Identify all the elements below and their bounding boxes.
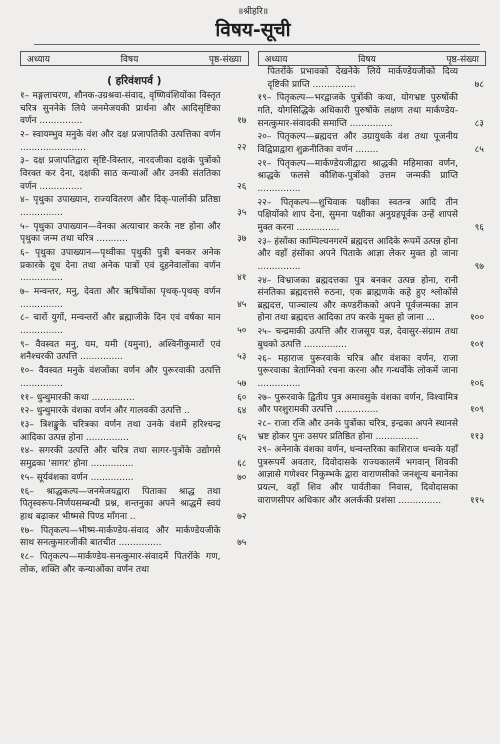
toc-entry-page: १०९	[469, 405, 484, 416]
toc-entry-page: ३५	[237, 207, 247, 218]
toc-entry-page: १०१	[469, 339, 484, 350]
toc-entry-page: २६	[237, 181, 247, 192]
column-header-left	[20, 51, 249, 66]
top-invocation: ॥श्रीहरि॥	[237, 7, 269, 17]
toc-entry	[258, 92, 487, 130]
toc-entry-text: २– स्वायम्भुव मनुके वंश और दक्ष प्रजापतिकी उत्पत्तिका वर्णन .......................	[20, 129, 221, 153]
toc-entry	[258, 444, 487, 507]
toc-entry-text: १५– सूर्यवंशका वर्णन ...............	[20, 472, 134, 483]
toc-entry-page: ६५	[237, 432, 247, 443]
toc-entry	[20, 392, 249, 405]
toc-entry-page: ११३	[469, 431, 484, 442]
toc-entry	[258, 131, 487, 156]
toc-entry-page: ६८	[237, 459, 247, 470]
toc-entry	[20, 90, 249, 128]
toc-entry-page: ५७	[237, 378, 247, 389]
toc-entry-text: २२– पितृकल्प—शुचिवाक पक्षीका स्वतन्त्र आदि तीन पक्षियोंको शाप देना, सुमना पक्षीका अनुग्रहपूर्वक उन्हें शापसे मुक्त करना ...............	[257, 197, 458, 233]
toc-entry	[20, 365, 249, 390]
toc-entry	[20, 419, 249, 444]
toc-entry-text: ३– दक्ष प्रजापतिद्वारा सृष्टि-विस्तार, नारदजीका दक्षके पुत्रोंको विरक्त कर देना, दक्षकी साठ कन्याओं और उनकी संततिका वर्णन ...............	[20, 156, 221, 192]
toc-entry-page: ९७	[474, 261, 484, 272]
toc-entry-text: १०– वैवस्वत मनुके वंशजोंका वर्णन और पुरूरवाकी उत्पत्ति ...............	[20, 366, 221, 389]
toc-entry-text: २८– राजा रजि और उनके पुत्रोंका चरित्र, इन्द्रका अपने स्थानसे भ्रष्ट होकर पुनः उसपर प्रतिष्ठित होना ...............	[257, 418, 458, 442]
toc-entry	[20, 155, 249, 193]
toc-entry-text: ९– वैवस्वत मनु, यम, यमी (यमुना), अश्विनीकुमारों एवं शनैश्चरकी उत्पत्ति ...............	[20, 339, 221, 363]
header-subject: विषय	[120, 55, 139, 65]
toc-entry	[20, 445, 249, 470]
toc-entry-page: ८५	[474, 144, 484, 155]
toc-entry	[20, 194, 249, 219]
toc-entry-text: १३– त्रिशङ्कुके चरित्रका वर्णन तथा उनके वंशमें हरिश्चन्द्र आदिका उत्पन्न होना ...............	[20, 420, 221, 443]
toc-entry	[258, 197, 487, 235]
left-entry-list	[20, 90, 249, 576]
toc-entry	[20, 472, 249, 485]
toc-entry-text: २५– चन्द्रमाकी उत्पत्ति और राजसूय यज्ञ, देवासुर-संग्राम तथा बुधको उत्पत्ति ...............	[257, 327, 458, 350]
toc-entry-text: १२– धुन्धुमारके वंशका वर्णन और गालवकी उत्पत्ति ..	[20, 406, 190, 417]
toc-entry	[20, 286, 249, 311]
toc-entry	[20, 247, 249, 285]
toc-entry-page: १००	[469, 313, 484, 324]
page-title: विषय-सूची	[215, 19, 291, 41]
toc-entry	[258, 326, 487, 351]
toc-entry-page: १७	[237, 116, 247, 127]
toc-entry	[258, 236, 487, 274]
toc-entry	[20, 129, 249, 154]
toc-columns	[20, 51, 486, 577]
toc-entry-page: ५३	[237, 352, 247, 363]
toc-entry	[20, 525, 249, 550]
right-column	[258, 51, 487, 577]
toc-entry-page: ५०	[237, 326, 247, 336]
toc-entry-page: ७२	[237, 511, 247, 522]
toc-entry-page: ४१	[237, 273, 247, 284]
toc-entry	[258, 353, 487, 391]
toc-entry	[258, 418, 487, 443]
header-chapter: अध्याय	[27, 55, 51, 65]
toc-entry-page: ६४	[237, 406, 247, 417]
toc-entry-text: १– मङ्गलाचरण, शौनक-उग्रश्रवा-संवाद, वृष्णिवंशियोंका विस्तृत चरित्र सुननेके लिये जनमेजयकी प्रार्थना और आदिसृष्टिका वर्णन ...............	[20, 91, 221, 127]
header-subject: विषय	[358, 55, 376, 65]
toc-entry-text: २७– पुरूरवाके द्वितीय पुत्र अमावसुके वंशका वर्णन, विश्वामित्र और परशुरामकी उत्पत्ति ...............	[257, 392, 458, 416]
toc-entry	[20, 312, 249, 337]
toc-entry-text: १७– पितृकल्प—भीष्म-मार्कण्डेय-संवाद और मार्कण्डेयजीके साथ सनत्कुमारजीकी बातचीत ...............	[20, 525, 221, 549]
header-chapter: अध्याय	[264, 55, 288, 65]
toc-entry-page: ३७	[237, 234, 247, 245]
toc-entry	[258, 158, 487, 196]
toc-entry	[20, 486, 249, 524]
toc-entry-text: २९– अनेनाके वंशका वर्णन, धन्वन्तरिका काशिराज धन्वके यहाँ पुत्ररूपमें अवतार, दिवोदासके राज्यकालमें भगवान् शिवकी आज्ञासे गणेश्वर निकुम्भके द्वारा वाराणसीको जनशून्य बनानेका प्रयत्न, वहाँ शिव और पार्वतीका निवास, दिवोदासका वाराणसीपर अधिकार और अलर्ककी प्रशंसा ...............	[257, 445, 458, 506]
toc-entry	[258, 275, 487, 325]
toc-entry-text: १९– पितृकल्प—भरद्वाजके पुत्रोंकी कथा, योगभ्रष्ट पुरुषोंकी गति, योगसिद्धिके अधिकारी पुरुषोंके लक्षण तथा मार्कण्डेय-सनत्कुमार-संवादकी समाप्ति ...............	[257, 93, 458, 129]
column-header-right	[258, 51, 487, 66]
toc-entry-text: ८– चारों युगों, मन्वन्तरों और ब्रह्माजीके दिन एवं वर्षका मान ...............	[20, 313, 221, 336]
toc-entry	[20, 551, 249, 576]
toc-entry-text: ११– धुन्धुमारकी कथा ...............	[20, 392, 135, 403]
toc-entry-page: ७८	[474, 79, 484, 90]
toc-entry-text: २४– विभ्राजका ब्रह्मदत्तका पुत्र बनकर उत्पन्न होना, रानी संनतिका ब्रह्मदत्तसे रुठना, एक ब्राह्मणके कहे हुए श्लोकोंसे ब्रह्मदत्त, पाञ्चाल्य और कण्डरीकको अपने पूर्वजन्मका ज्ञान होना तथा ब्रह्मदत्त आदिका तप करके मुक्त हो जाना ...	[257, 275, 458, 324]
toc-entry-text: ५– पृथुका उपाख्यान—वेनका अत्याचार करके नष्ट होना और पृथुका जन्म तथा चरित्र ...........	[20, 221, 221, 245]
header-page-number: पृष्ठ-संख्या	[208, 55, 242, 65]
toc-entry	[258, 392, 487, 417]
toc-entry-text: २३– हंसोंका काम्पिल्यनगरमें ब्रह्मदत्त आदिके रूपमें उत्पन्न होना और वहाँ हंसोंका अपने पिताके आज्ञा लेकर मुक्त हो जाना ...............	[257, 236, 458, 272]
toc-entry-page: ६०	[237, 392, 247, 403]
toc-entry-text: २०– पितृकल्प—ब्रह्मदत्त और उग्रायुधके वंश तथा पूजनीय विद्विप्राद्वारा शुक्रनीतिका वर्णन ........	[257, 132, 458, 155]
right-entry-list	[258, 66, 487, 507]
toc-entry-text: २१– पितृकल्प—मार्कण्डेयजीद्वारा श्राद्धकी महिमाका वर्णन, श्राद्धके फलसे कौशिक-पुत्रोंको उत्तम जन्मकी प्राप्ति ...............	[257, 158, 458, 194]
toc-entry	[258, 66, 487, 91]
toc-entry-text: २६– महाराज पुरूरवाके चरित्र और वंशका वर्णन, राजा पुरूरवाका त्रेताग्निको रचना करना और गन्धर्वोंके लोकमें जाना ...............	[257, 353, 458, 389]
toc-entry	[20, 405, 249, 418]
toc-entry-page: १०६	[469, 378, 484, 389]
toc-entry-text: ६– पृथुका उपाख्यान—पृथ्वीका पृथुकी पुत्री बनकर अनेक प्रकारके दूध देना तथा अनेक पात्रों एवं दुहनेवालोंका वर्णन ...............	[20, 248, 221, 284]
toc-entry-page: ७०	[237, 472, 247, 483]
toc-entry-text: १६– श्राद्धकल्प—जनमेजयद्वारा पिताका श्राद्ध तथा पितृस्वरूप-निर्णयसम्बन्धी प्रश्न, शन्तनुका अपने श्राद्धमें स्वयं हाथ बढ़ाकर भीष्मसे पिण्ड माँगना ..	[20, 486, 221, 522]
toc-entry-page: ९६	[474, 222, 484, 233]
toc-entry-page: ८३	[474, 118, 484, 129]
toc-entry-page: २२	[237, 142, 247, 153]
title-divider	[34, 44, 480, 45]
toc-entry-text: १८– पितृकल्प—मार्कण्डेय-सनत्कुमार-संवादमें पितरोंके गण, लोक, शक्ति और कन्याओंका वर्णन तथा	[20, 551, 221, 575]
toc-entry	[20, 339, 249, 364]
toc-entry-page: ४५	[237, 299, 247, 310]
toc-entry-text: पितरोंके प्रभावको देखनेके लिये मार्कण्डेयजीको दिव्य दृष्टिकी प्राप्ति ...............	[267, 67, 458, 90]
section-label: ( हरिवंशपर्व )	[107, 75, 162, 87]
toc-entry-text: १४– सगरकी उत्पत्ति और चरित्र तथा सागर-पुत्रोंके उद्योगसे समुद्रका 'सागर' होना ...............	[20, 446, 221, 470]
toc-entry-text: ४– पृथुका उपाख्यान, राज्यवितरण और दिक्-पालोंकी प्रतिष्ठा ...............	[20, 195, 221, 218]
toc-entry-text: ७– मन्वन्तर, मनु, देवता और ऋषियोंका पृथक्-पृथक् वर्णन ...............	[20, 287, 221, 310]
header-page-number: पृष्ठ-संख्या	[446, 55, 479, 65]
toc-entry	[20, 221, 249, 246]
toc-entry-page: ७५	[237, 538, 247, 549]
toc-entry-page: ११५	[469, 495, 484, 506]
left-column	[20, 51, 249, 577]
